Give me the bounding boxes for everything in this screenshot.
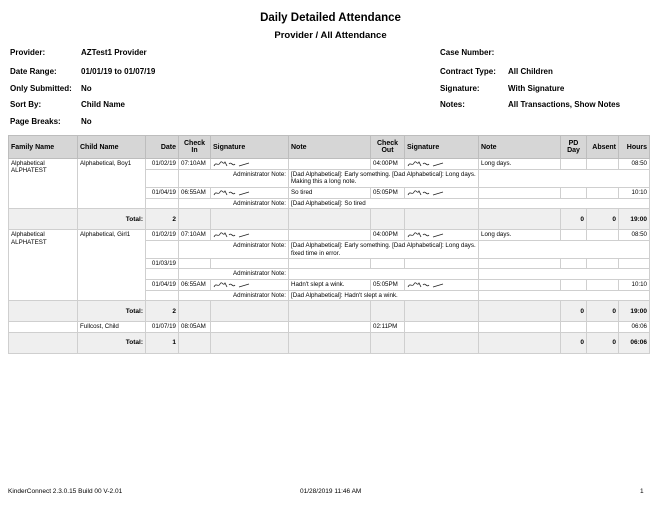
col-pd-day: PD Day <box>561 136 587 159</box>
pd-day-cell <box>561 259 587 269</box>
signature-out-icon <box>407 189 447 197</box>
param-value: 01/01/19 to 01/07/19 <box>81 67 156 76</box>
blank-cell <box>479 301 561 322</box>
param-value: All Transactions, Show Notes <box>508 100 621 109</box>
signature-out-icon <box>407 281 447 289</box>
param-label: Only Submitted: <box>10 84 72 93</box>
hours-cell: 06:06 <box>619 322 650 332</box>
pd-day-cell <box>561 230 587 241</box>
total-count: 2 <box>146 209 179 230</box>
absent-cell <box>587 259 619 269</box>
blank-cell <box>289 332 371 353</box>
child-name-cell: Alphabetical, Boy1 <box>78 159 146 209</box>
check-in-cell: 06:55AM <box>179 187 211 198</box>
footer-version: KinderConnect 2.3.0.15 Build 00 V-2.01 <box>8 488 123 495</box>
note-out-cell <box>479 259 561 269</box>
blank-cell <box>479 198 650 208</box>
blank-cell <box>146 241 179 259</box>
total-label: Total: <box>78 332 146 353</box>
total-row <box>9 301 650 322</box>
check-in-cell <box>179 259 211 269</box>
col-check-in: Check In <box>179 136 211 159</box>
total-pd-day: 0 <box>561 209 587 230</box>
footer-page-number: 1 <box>640 488 644 495</box>
absent-cell <box>587 279 619 290</box>
param-value: No <box>81 84 92 93</box>
blank-cell <box>371 301 405 322</box>
blank-cell <box>179 301 211 322</box>
total-pd-day: 0 <box>561 332 587 353</box>
admin-note-label: Administrator Note: <box>179 170 289 188</box>
note-out-cell <box>479 279 561 290</box>
total-hours: 19:00 <box>619 301 650 322</box>
attendance-table <box>8 135 650 354</box>
hours-cell: 10:10 <box>619 279 650 290</box>
blank-cell <box>211 301 289 322</box>
admin-note-text: [Dad Alphabetical]: Hadn't slept a wink. <box>289 290 479 300</box>
param-label: Contract Type: <box>440 67 496 76</box>
hours-cell: 08:50 <box>619 159 650 170</box>
pd-day-cell <box>561 187 587 198</box>
check-in-cell: 08:05AM <box>179 322 211 332</box>
total-label: Total: <box>78 209 146 230</box>
note-out-cell <box>479 187 561 198</box>
total-absent: 0 <box>587 332 619 353</box>
total-pd-day: 0 <box>561 301 587 322</box>
admin-note-text <box>289 269 479 279</box>
admin-note-label: Administrator Note: <box>179 198 289 208</box>
date-cell: 01/07/19 <box>146 322 179 332</box>
check-out-cell: 04:00PM <box>371 159 405 170</box>
signature-in-icon <box>213 160 253 168</box>
blank-cell <box>179 332 211 353</box>
blank-cell <box>405 209 479 230</box>
signature-out-cell <box>405 230 479 241</box>
blank-cell <box>146 269 179 279</box>
col-signature-in: Signature <box>211 136 289 159</box>
blank-cell <box>405 332 479 353</box>
hours-cell <box>619 259 650 269</box>
signature-out-cell <box>405 279 479 290</box>
signature-out-icon <box>407 160 447 168</box>
admin-note-text: [Dad Alphabetical]: Early something. [Dad Alphabetical]: Long days. Making this a long note. <box>289 170 479 188</box>
blank-cell <box>405 301 479 322</box>
col-note-out: Note <box>479 136 561 159</box>
note-in-cell <box>289 322 371 332</box>
hours-cell: 08:50 <box>619 230 650 241</box>
check-out-cell <box>371 259 405 269</box>
blank-cell <box>9 332 78 353</box>
signature-in-cell <box>211 230 289 241</box>
col-note-in: Note <box>289 136 371 159</box>
absent-cell <box>587 230 619 241</box>
param-value: Child Name <box>81 100 126 109</box>
col-family-name: Family Name <box>9 136 78 159</box>
param-value: No <box>81 117 92 126</box>
param-label: Notes: <box>440 100 465 109</box>
blank-cell <box>479 170 650 188</box>
blank-cell <box>146 170 179 188</box>
param-label: Case Number: <box>440 48 495 57</box>
signature-in-icon <box>213 281 253 289</box>
check-in-cell: 07:10AM <box>179 230 211 241</box>
total-absent: 0 <box>587 209 619 230</box>
total-row <box>9 332 650 353</box>
report-subtitle: Provider / All Attendance <box>274 30 387 41</box>
blank-cell <box>9 209 78 230</box>
param-value: With Signature <box>508 84 565 93</box>
signature-out-cell <box>405 322 479 332</box>
col-hours: Hours <box>619 136 650 159</box>
param-label: Provider: <box>10 48 46 57</box>
blank-cell <box>211 209 289 230</box>
signature-out-icon <box>407 231 447 239</box>
blank-cell <box>179 209 211 230</box>
signature-in-cell <box>211 279 289 290</box>
hours-cell: 10:10 <box>619 187 650 198</box>
check-in-cell: 07:10AM <box>179 159 211 170</box>
total-count: 2 <box>146 301 179 322</box>
total-hours: 19:00 <box>619 209 650 230</box>
total-label: Total: <box>78 301 146 322</box>
pd-day-cell <box>561 159 587 170</box>
param-label: Page Breaks: <box>10 117 61 126</box>
note-in-cell: Hadn't slept a wink. <box>289 279 371 290</box>
blank-cell <box>146 198 179 208</box>
note-in-cell <box>289 230 371 241</box>
blank-cell <box>479 332 561 353</box>
admin-note-label: Administrator Note: <box>179 269 289 279</box>
total-hours: 06:06 <box>619 332 650 353</box>
family-name-cell <box>9 322 78 332</box>
col-check-out: Check Out <box>371 136 405 159</box>
note-in-cell <box>289 259 371 269</box>
child-name-cell: Alphabetical, Girl1 <box>78 230 146 301</box>
note-out-cell <box>479 322 561 332</box>
signature-out-cell <box>405 259 479 269</box>
check-out-cell: 05:05PM <box>371 279 405 290</box>
total-row <box>9 209 650 230</box>
date-cell: 01/02/19 <box>146 230 179 241</box>
admin-note-text: [Dad Alphabetical]: So tired <box>289 198 479 208</box>
blank-cell <box>289 301 371 322</box>
signature-out-cell <box>405 159 479 170</box>
pd-day-cell <box>561 279 587 290</box>
signature-in-icon <box>213 231 253 239</box>
col-child-name: Child Name <box>78 136 146 159</box>
family-name-cell: Alphabetical ALPHATEST <box>9 230 78 301</box>
admin-note-label: Administrator Note: <box>179 290 289 300</box>
check-in-cell: 06:55AM <box>179 279 211 290</box>
child-name-cell: Fullcost, Child <box>78 322 146 332</box>
attendance-row <box>9 159 650 170</box>
signature-in-cell <box>211 259 289 269</box>
total-count: 1 <box>146 332 179 353</box>
check-out-cell: 02:11PM <box>371 322 405 332</box>
check-out-cell: 05:05PM <box>371 187 405 198</box>
signature-out-cell <box>405 187 479 198</box>
family-name-cell: Alphabetical ALPHATEST <box>9 159 78 209</box>
absent-cell <box>587 159 619 170</box>
blank-cell <box>9 301 78 322</box>
date-cell: 01/02/19 <box>146 159 179 170</box>
blank-cell <box>479 269 650 279</box>
blank-cell <box>211 332 289 353</box>
blank-cell <box>479 241 650 259</box>
param-label: Sort By: <box>10 100 42 109</box>
signature-in-cell <box>211 187 289 198</box>
note-out-cell: Long days. <box>479 159 561 170</box>
blank-cell <box>371 209 405 230</box>
param-label: Signature: <box>440 84 480 93</box>
param-value: All Children <box>508 67 553 76</box>
blank-cell <box>146 290 179 300</box>
blank-cell <box>479 209 561 230</box>
note-in-cell: So tired <box>289 187 371 198</box>
admin-note-text: [Dad Alphabetical]: Early something. [Dad Alphabetical]: Long days. fixed time in error. <box>289 241 479 259</box>
table-header-row <box>9 136 650 159</box>
absent-cell <box>587 322 619 332</box>
blank-cell <box>289 209 371 230</box>
col-date: Date <box>146 136 179 159</box>
blank-cell <box>479 290 650 300</box>
col-absent: Absent <box>587 136 619 159</box>
signature-in-icon <box>213 189 253 197</box>
note-in-cell <box>289 159 371 170</box>
blank-cell <box>371 332 405 353</box>
check-out-cell: 04:00PM <box>371 230 405 241</box>
date-cell: 01/03/19 <box>146 259 179 269</box>
pd-day-cell <box>561 322 587 332</box>
report-title: Daily Detailed Attendance <box>260 12 401 24</box>
date-cell: 01/04/19 <box>146 187 179 198</box>
attendance-row <box>9 230 650 241</box>
date-cell: 01/04/19 <box>146 279 179 290</box>
admin-note-label: Administrator Note: <box>179 241 289 259</box>
note-out-cell: Long days. <box>479 230 561 241</box>
total-absent: 0 <box>587 301 619 322</box>
footer-timestamp: 01/28/2019 11:46 AM <box>300 488 362 495</box>
absent-cell <box>587 187 619 198</box>
signature-in-cell <box>211 159 289 170</box>
signature-in-cell <box>211 322 289 332</box>
attendance-row <box>9 322 650 332</box>
param-label: Date Range: <box>10 67 57 76</box>
col-signature-out: Signature <box>405 136 479 159</box>
param-value: AZTest1 Provider <box>81 48 147 57</box>
